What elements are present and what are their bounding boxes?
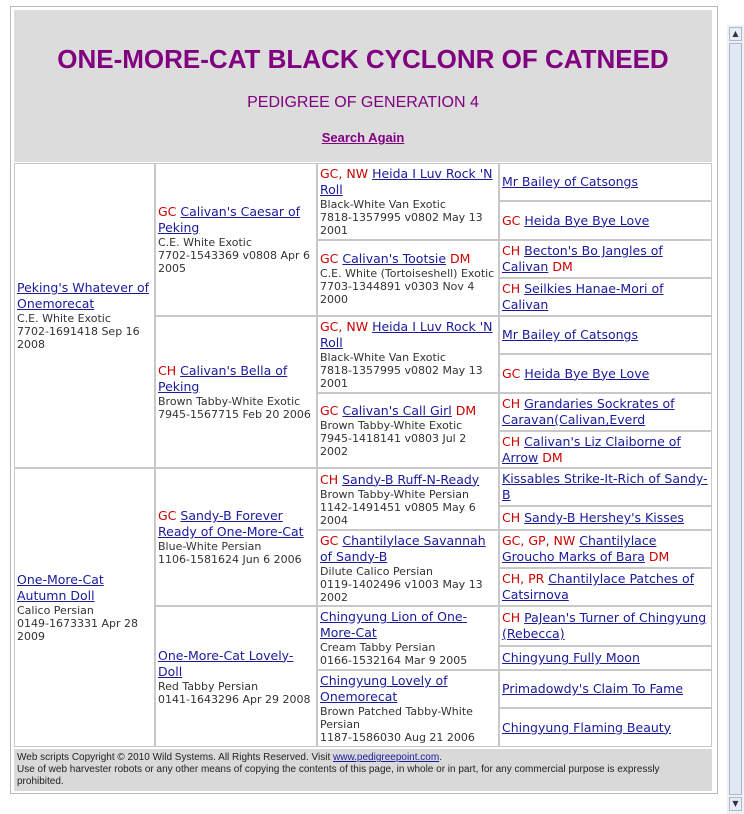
gen2-cell	[155, 606, 317, 747]
cat-name-link[interactable]: Calivan's Caesar of Peking	[158, 204, 301, 235]
gen4-cell	[499, 240, 712, 278]
cat-name-link[interactable]: Calivan's Tootsie	[342, 250, 447, 266]
cat-name-link[interactable]: Sandy-B Ruff-N-Ready	[342, 471, 480, 487]
cat-name-link[interactable]: Grandaries Sockrates of Caravan(Calivan,Everd	[502, 396, 675, 427]
cat-name-link[interactable]: Seilkies Hanae-Mori of Calivan	[502, 281, 664, 312]
cat-name-link[interactable]: Calivan's Liz Claiborne of Arrow	[502, 433, 681, 465]
cat-name-link[interactable]: Sandy-B Forever Ready of One-More-Cat	[158, 508, 304, 539]
gen3-cell	[317, 606, 499, 670]
gen4-cell	[499, 530, 712, 568]
cat-name-link[interactable]: Mr Bailey of Catsongs	[502, 174, 638, 189]
cat-title: GC	[502, 365, 521, 381]
gen3-cell	[317, 670, 499, 747]
cat-breed: Brown Patched Tabby-White Persian	[320, 705, 473, 731]
cat-breed: Cream Tabby Persian	[320, 641, 436, 654]
cat-registration: 0141-1643296 Apr 29 2008	[158, 692, 311, 706]
cat-title: CH	[502, 243, 521, 258]
cat-title: GC	[158, 508, 177, 523]
cat-title: CH	[320, 471, 339, 487]
cat-breed: Brown Tabby-White Exotic	[158, 395, 301, 408]
cat-suffix: DM	[450, 250, 471, 266]
cat-name-link[interactable]: Heida I Luv Rock 'N Roll	[320, 166, 493, 197]
copyright-text: Web scripts Copyright © 2010 Wild Systems. All Rights Reserved. Visit	[17, 752, 334, 763]
cat-name-link[interactable]: Calivan's Call Girl	[342, 403, 452, 418]
cat-name-link[interactable]: One-More-Cat Lovely-Doll	[158, 647, 294, 679]
pedigreepoint-link[interactable]: www.pedigreepoint.com	[333, 752, 440, 763]
gen3-cell	[317, 240, 499, 316]
gen4-cell	[499, 354, 712, 393]
gen4-cell	[499, 393, 712, 431]
cat-breed: C.E. White Exotic	[17, 312, 111, 325]
cat-name-link[interactable]: Chingyung Fully Moon	[502, 650, 640, 665]
cat-name-link[interactable]: Chingyung Lion of One-More-Cat	[320, 609, 468, 640]
cat-name-link[interactable]: Chingyung Flaming Beauty	[502, 719, 672, 735]
cat-name-link[interactable]: Heida Bye Bye Love	[524, 212, 650, 228]
cat-breed: Black-White Van Exotic	[320, 351, 446, 364]
gen3-cell	[317, 393, 499, 468]
cat-name-link[interactable]: Sandy-B Hershey's Kisses	[524, 510, 684, 525]
gen4-cell	[499, 568, 712, 606]
cat-suffix: DM	[552, 259, 573, 274]
cat-suffix: DM	[542, 449, 563, 465]
cat-name-link[interactable]: Mr Bailey of Catsongs	[502, 327, 638, 342]
cat-title: CH	[502, 433, 521, 449]
cat-title: GC	[320, 250, 339, 266]
cat-title: CH	[502, 396, 521, 411]
page-header	[14, 10, 712, 162]
cat-suffix: DM	[455, 403, 477, 418]
cat-registration: 7702-1691418 Sep 16 2008	[17, 325, 140, 351]
gen4-cell	[499, 670, 712, 708]
cat-title: CH	[502, 610, 521, 625]
cat-registration: 0119-1402496 v1003 May 13 2002	[320, 577, 483, 604]
cat-breed: Dilute Calico Persian	[320, 564, 433, 578]
page-footer	[14, 749, 712, 791]
cat-name-link[interactable]: Kissables Strike-It-Rich of Sandy-B	[502, 471, 708, 502]
cat-name-link[interactable]: Primadowdy's Claim To Fame	[502, 681, 684, 696]
gen3-cell	[317, 163, 499, 240]
cat-name-link[interactable]: PaJean's Turner of Chingyung (Rebecca)	[502, 610, 707, 641]
cat-name-link[interactable]: Chantilylace Patches of Catsirnova	[502, 571, 694, 602]
page-subtitle: PEDIGREE OF GENERATION 4	[247, 94, 479, 111]
vertical-scrollbar[interactable]	[727, 25, 744, 814]
cat-registration: 7818-1357995 v0802 May 13 2001	[320, 211, 483, 237]
cat-suffix: DM	[648, 549, 670, 564]
gen4-cell	[499, 606, 712, 646]
page-title: ONE-MORE-CAT BLACK CYCLONR OF CATNEED	[57, 44, 669, 74]
cat-title: GC, NW	[320, 319, 369, 334]
gen4-cell	[499, 316, 712, 354]
cat-title: CH	[502, 281, 521, 296]
copyright-line	[17, 752, 709, 764]
usage-notice: Use of web harvester robots or any other means of copying the contents of this page, in whole or in part, for any commercial purpose is expressly prohibited.	[17, 764, 660, 787]
cat-registration: 1106-1581624 Jun 6 2006	[158, 553, 302, 566]
gen4-cell	[499, 163, 712, 201]
page-frame	[10, 6, 718, 794]
gen2-cell	[155, 468, 317, 606]
gen1-cell	[14, 163, 155, 468]
cat-registration: 0149-1673331 Apr 28 2009	[17, 617, 138, 643]
gen4-cell	[499, 278, 712, 316]
cat-name-link[interactable]: One-More-Cat Autumn Doll	[17, 572, 104, 603]
cat-title: CH, PR	[502, 571, 545, 586]
cat-registration: 7945-1418141 v0803 Jul 2 2002	[320, 432, 467, 458]
gen3-cell	[317, 468, 499, 530]
gen4-cell	[499, 468, 712, 506]
cat-title: GC	[320, 532, 339, 548]
cat-breed: Brown Tabby-White Exotic	[320, 419, 463, 432]
cat-registration: 1187-1586030 Aug 21 2006	[320, 731, 475, 744]
scroll-down-icon[interactable]: ▼	[729, 797, 742, 811]
copyright-period: .	[439, 752, 442, 763]
gen1-cell	[14, 468, 155, 747]
scroll-up-icon[interactable]: ▲	[729, 27, 742, 41]
cat-breed: Red Tabby Persian	[158, 679, 259, 693]
cat-breed: Brown Tabby-White Persian	[320, 487, 469, 501]
gen4-cell	[499, 201, 712, 240]
gen4-cell	[499, 708, 712, 747]
cat-name-link[interactable]: Chingyung Lovely of Onemorecat	[320, 673, 448, 704]
cat-name-link[interactable]: Becton's Bo Jangles of Calivan	[502, 243, 663, 274]
cat-name-link[interactable]: Calivan's Bella of Peking	[158, 363, 288, 394]
cat-name-link[interactable]: Chantilylace Savannah of Sandy-B	[320, 532, 486, 564]
cat-registration: 0166-1532164 Mar 9 2005	[320, 654, 468, 667]
cat-name-link[interactable]: Chantilylace Groucho Marks of Bara	[502, 533, 657, 564]
cat-name-link[interactable]: Heida I Luv Rock 'N Roll	[320, 319, 493, 350]
search-again-link[interactable]: Search Again	[321, 130, 405, 145]
gen3-cell	[317, 316, 499, 393]
gen4-cell	[499, 506, 712, 530]
gen4-cell	[499, 646, 712, 670]
cat-title: GC	[158, 204, 177, 219]
cat-breed: C.E. White Exotic	[158, 236, 252, 249]
cat-title: CH	[158, 363, 177, 378]
cat-title: GC	[502, 212, 521, 228]
gen2-cell	[155, 316, 317, 468]
cat-title: GC, NW	[320, 166, 369, 181]
cat-name-link[interactable]: Heida Bye Bye Love	[524, 365, 650, 381]
cat-registration: 7945-1567715 Feb 20 2006	[158, 408, 311, 421]
scroll-thumb[interactable]	[729, 43, 742, 795]
cat-title: GC, GP, NW	[502, 533, 576, 548]
gen3-cell	[317, 530, 499, 606]
gen4-cell	[499, 431, 712, 468]
cat-registration: 1142-1491451 v0805 May 6 2004	[320, 500, 476, 527]
cat-title: CH	[502, 510, 521, 525]
gen2-cell	[155, 163, 317, 316]
cat-registration: 7703-1344891 v0303 Nov 4 2000	[320, 279, 475, 306]
cat-title: GC	[320, 403, 339, 418]
cat-registration: 7702-1543369 v0808 Apr 6 2005	[158, 249, 310, 275]
cat-breed: Blue-White Persian	[158, 540, 262, 553]
cat-breed: Black-White Van Exotic	[320, 198, 446, 211]
cat-name-link[interactable]: Peking's Whatever of Onemorecat	[17, 280, 150, 311]
cat-breed: C.E. White (Tortoiseshell) Exotic	[320, 266, 495, 280]
cat-registration: 7818-1357995 v0802 May 13 2001	[320, 364, 483, 390]
cat-breed: Calico Persian	[17, 604, 94, 617]
